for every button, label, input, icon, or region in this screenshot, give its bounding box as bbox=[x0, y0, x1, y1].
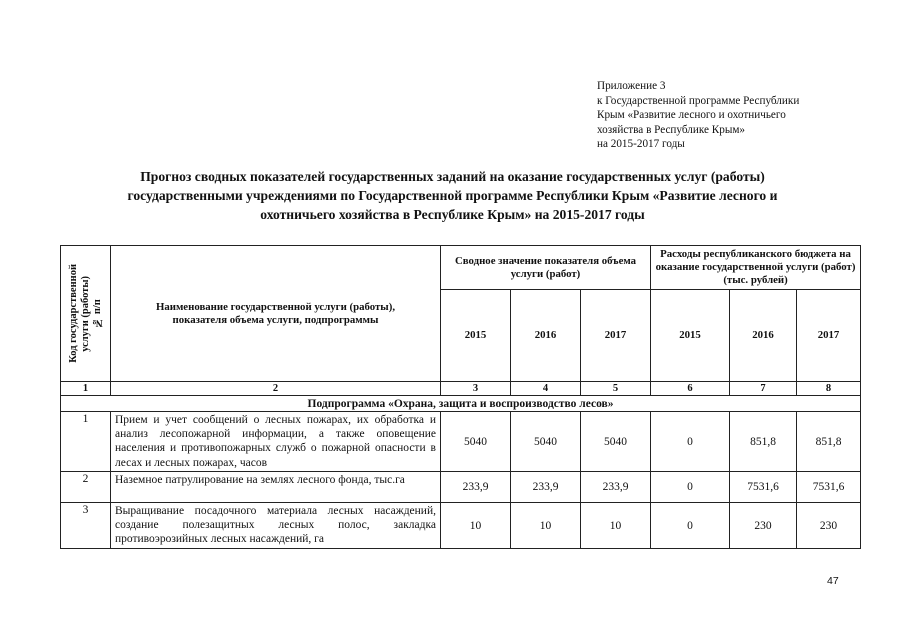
value-cell: 0 bbox=[651, 503, 730, 549]
column-number: 2 bbox=[111, 382, 441, 396]
year-header: 2015 bbox=[651, 290, 730, 382]
value-cell: 230 bbox=[797, 503, 861, 549]
value-cell: 851,8 bbox=[797, 412, 861, 472]
year-header: 2016 bbox=[511, 290, 581, 382]
volume-group-header: Сводное значение показателя объема услуги (работ) bbox=[441, 246, 651, 290]
value-cell: 7531,6 bbox=[797, 472, 861, 503]
value-cell: 7531,6 bbox=[730, 472, 797, 503]
code-header-line: услуги (работы) bbox=[79, 275, 91, 352]
year-header: 2017 bbox=[581, 290, 651, 382]
value-cell: 233,9 bbox=[581, 472, 651, 503]
column-number: 3 bbox=[441, 382, 511, 396]
document-title bbox=[60, 167, 845, 224]
column-number: 8 bbox=[797, 382, 861, 396]
column-number: 6 bbox=[651, 382, 730, 396]
table-row bbox=[61, 472, 861, 503]
code-header-line: № п/п bbox=[91, 299, 103, 328]
table-row bbox=[61, 503, 861, 549]
column-number: 1 bbox=[61, 382, 111, 396]
column-number: 5 bbox=[581, 382, 651, 396]
row-number: 3 bbox=[61, 503, 111, 549]
appendix-line: на 2015-2017 годы bbox=[597, 138, 685, 150]
expense-group-header: Расходы республиканского бюджета на оказание государственной услуги (работ) (тыс. рублей) bbox=[651, 246, 861, 290]
year-header: 2017 bbox=[797, 290, 861, 382]
subprogram-row bbox=[61, 396, 861, 412]
service-name: Наземное патрулирование на землях лесного фонда, тыс.га bbox=[111, 472, 441, 503]
value-cell: 0 bbox=[651, 472, 730, 503]
column-number-row bbox=[61, 382, 861, 396]
title-line: Прогноз сводных показателей государственных заданий на оказание государственных услуг (работы) bbox=[140, 169, 765, 184]
value-cell: 233,9 bbox=[511, 472, 581, 503]
column-number: 4 bbox=[511, 382, 581, 396]
appendix-line: хозяйства в Республике Крым» bbox=[597, 123, 746, 136]
value-cell: 10 bbox=[581, 503, 651, 549]
appendix-line: к Государственной программе Республики bbox=[597, 94, 800, 107]
row-number: 2 bbox=[61, 472, 111, 503]
title-line: охотничьего хозяйства в Республике Крым» на 2015-2017 годы bbox=[260, 207, 645, 222]
year-header: 2016 bbox=[730, 290, 797, 382]
forecast-table bbox=[60, 245, 861, 549]
appendix-line: Приложение 3 bbox=[597, 80, 666, 92]
table-row bbox=[61, 412, 861, 472]
column-number: 7 bbox=[730, 382, 797, 396]
value-cell: 5040 bbox=[581, 412, 651, 472]
service-name: Выращивание посадочного материала лесных насаждений, создание полезащитных лесных полос, закладка противоэрозийных лесных насаждений, га bbox=[111, 503, 441, 549]
value-cell: 5040 bbox=[441, 412, 511, 472]
code-column-header bbox=[61, 246, 111, 382]
service-name: Прием и учет сообщений о лесных пожарах, их обработка и анализ лесопожарной информации, а также оповещение населения и противопожарных служб о пожарной опасности в лесах и лесных пожарах, часов bbox=[111, 412, 441, 472]
value-cell: 0 bbox=[651, 412, 730, 472]
value-cell: 10 bbox=[511, 503, 581, 549]
value-cell: 5040 bbox=[511, 412, 581, 472]
subprogram-title: Подпрограмма «Охрана, защита и воспроизводство лесов» bbox=[61, 396, 861, 412]
value-cell: 233,9 bbox=[441, 472, 511, 503]
value-cell: 10 bbox=[441, 503, 511, 549]
name-column-header: Наименование государственной услуги (работы), показателя объема услуги, подпрограммы bbox=[111, 246, 441, 382]
code-header-line: Код государственной bbox=[67, 264, 79, 363]
title-line: государственными учреждениями по Государственной программе Республики Крым «Развитие лесного и bbox=[127, 188, 778, 203]
page-number: 47 bbox=[827, 575, 839, 587]
value-cell: 851,8 bbox=[730, 412, 797, 472]
row-number: 1 bbox=[61, 412, 111, 472]
appendix-line: Крым «Развитие лесного и охотничьего bbox=[597, 109, 786, 121]
appendix-note bbox=[597, 79, 867, 152]
year-header: 2015 bbox=[441, 290, 511, 382]
value-cell: 230 bbox=[730, 503, 797, 549]
